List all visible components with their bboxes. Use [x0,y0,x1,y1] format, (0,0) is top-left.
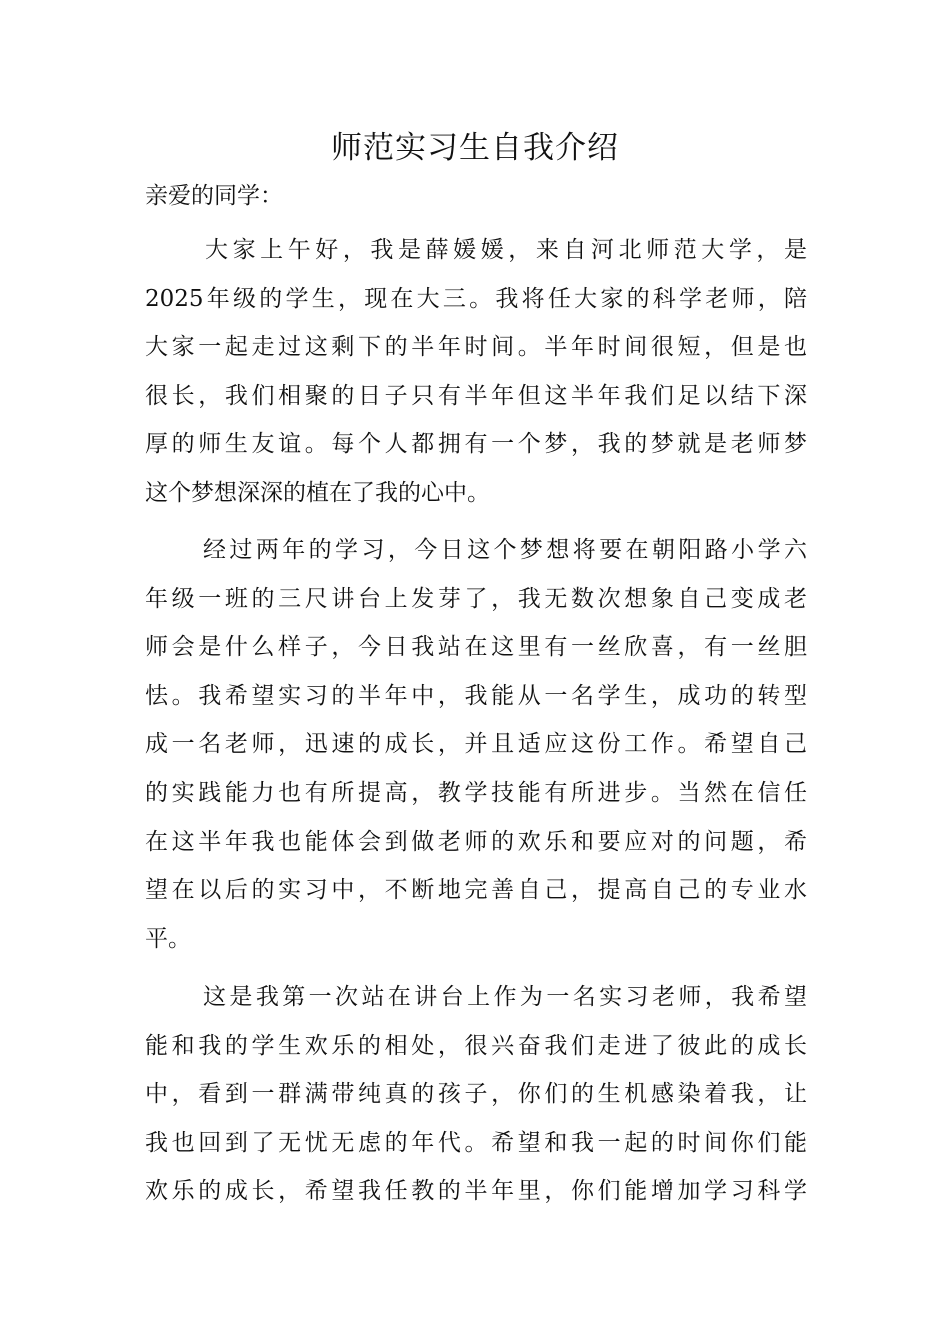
paragraph-line: 大家一起走过这剩下的半年时间。半年时间很短，但是也 [145,334,807,361]
paragraph-line: 能和我的学生欢乐的相处，很兴奋我们走进了彼此的成长 [145,1032,807,1059]
paragraph-line: 成一名老师，迅速的成长，并且适应这份工作。希望自己 [145,731,807,758]
paragraph-line: 这是我第一次站在讲台上作为一名实习老师，我希望 [203,984,807,1010]
paragraph-line: 2025年级的学生，现在大三。我将任大家的科学老师，陪 [145,285,807,312]
paragraph-line: 欢乐的成长，希望我任教的半年里，你们能增加学习科学 [145,1178,807,1205]
salutation: 亲爱的同学： [145,183,283,209]
paragraph-line: 很长，我们相聚的日子只有半年但这半年我们足以结下深 [145,382,807,409]
paragraph-line: 我也回到了无忧无虑的年代。希望和我一起的时间你们能 [145,1129,807,1156]
paragraph-line: 经过两年的学习，今日这个梦想将要在朝阳路小学六 [203,537,807,563]
paragraph-line: 平。 [145,925,191,952]
paragraph-2 [145,526,807,963]
paragraph-line: 大家上午好，我是薛媛媛，来自河北师范大学，是 [205,237,807,263]
paragraph-line: 望在以后的实习中，不断地完善自己，提高自己的专业水 [145,877,807,904]
paragraph-line: 厚的师生友谊。每个人都拥有一个梦，我的梦就是老师梦 [145,431,807,458]
paragraph-line: 这个梦想深深的植在了我的心中。 [145,479,490,506]
paragraph-line: 在这半年我也能体会到做老师的欢乐和要应对的问题，希 [145,828,807,855]
paragraph-3 [145,973,807,1216]
paragraph-line: 的实践能力也有所提高，教学技能有所进步。当然在信任 [145,779,807,806]
paragraph-line: 怯。我希望实习的半年中，我能从一名学生，成功的转型 [145,682,807,709]
paragraph-line: 师会是什么样子，今日我站在这里有一丝欣喜，有一丝胆 [145,634,807,661]
paragraph-line: 年级一班的三尺讲台上发芽了，我无数次想象自己变成老 [145,585,807,612]
document-title: 师范实习生自我介绍 [331,130,619,166]
paragraph-line: 中，看到一群满带纯真的孩子，你们的生机感染着我，让 [145,1081,807,1108]
paragraph-1 [145,226,807,518]
